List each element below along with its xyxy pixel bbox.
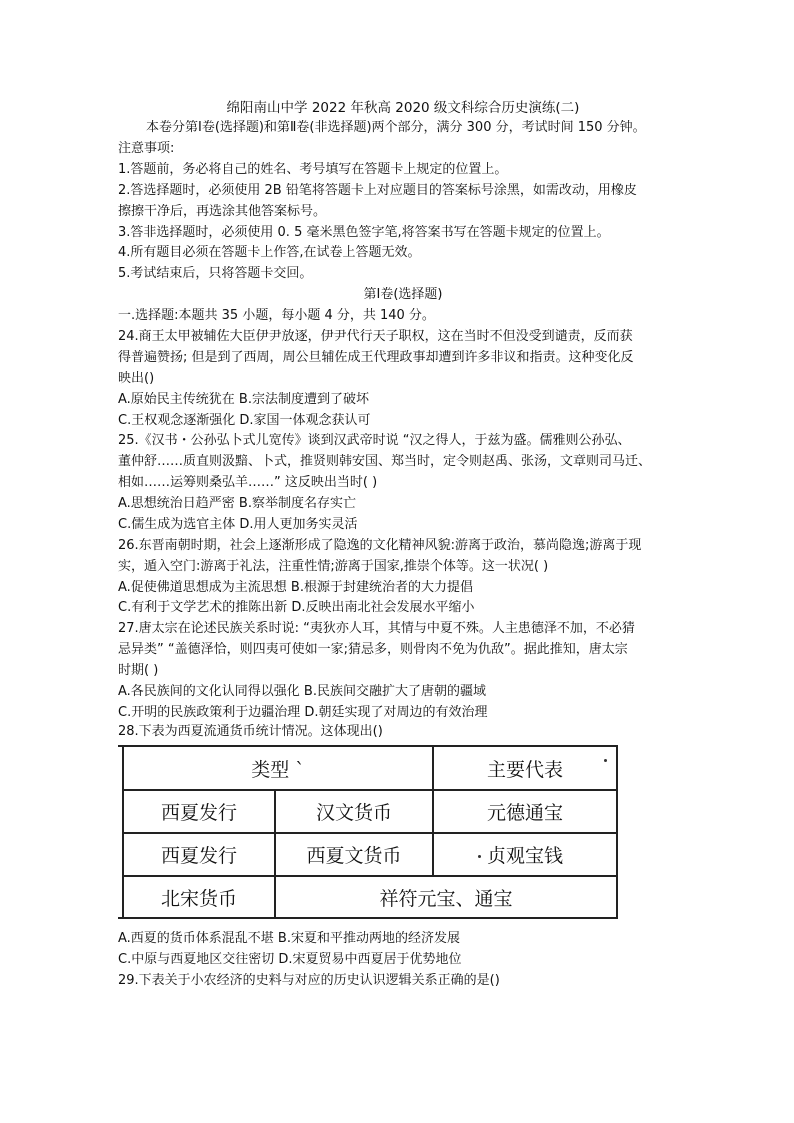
table-cell: 西夏发行 — [160, 845, 237, 867]
question-27-line: 忌异类” “盖德泽恰，则四夷可使如一家;猜忌多，则骨肉不免为仇敌”。据此推知，唐太宗 — [118, 642, 628, 657]
question-28-option: C.中原与西夏地区交往密切 D.宋夏贸易中西夏居于优势地位 — [118, 952, 462, 967]
question-26-option: A.促使佛道思想成为主流思想 B.根源于封建统治者的大力提倡 — [118, 580, 473, 595]
exam-intro: 本卷分第Ⅰ卷(选择题)和第Ⅱ卷(非选择题)两个部分，满分 300 分，考试时间 150 分钟。 — [146, 120, 646, 135]
table-cell: 西夏文货币 — [306, 845, 402, 867]
table-header-representative: 主要代表 — [486, 758, 563, 781]
question-25-option: C.儒生成为选官主体 D.用人更加务实灵活 — [118, 517, 358, 532]
question-25-line: 25.《汉书・公孙弘卜式儿宽传》谈到汉武帝时说 “汉之得人，于兹为盛。儒雅则公孙弘、 — [118, 433, 631, 448]
question-25-option: A.思想统治日趋严密 B.察举制度名存实亡 — [118, 496, 356, 511]
question-25-line: 董仲舒……质直则汲黯、卜式，推贤则韩安国、郑当时，定令则赵禹、张汤，文章则司马迁、 — [118, 454, 652, 469]
question-27-option: A.各民族间的文化认同得以强化 B.民族间交融扩大了唐朝的疆域 — [118, 684, 486, 699]
table-cell: 北宋货币 — [160, 887, 237, 910]
question-27-option: C.开明的民族政策利于边疆治理 D.朝廷实现了对周边的有效治理 — [118, 705, 488, 720]
note-item: 1.答题前，务必将自己的姓名、考号填写在答题卡上规定的位置上。 — [118, 162, 508, 177]
table-cell: 汉文货币 — [315, 802, 392, 824]
question-25-line: 相如……运筹则桑弘羊……” 这反映出当时( ) — [118, 475, 378, 490]
table-cell: 西夏发行 — [160, 802, 237, 824]
scan-speck — [478, 855, 481, 858]
question-24-option: C.王权观念逐渐强化 D.家国一体观念获认可 — [118, 413, 371, 428]
question-24-line: 映出() — [118, 371, 155, 386]
table-header-type: 类型 ` — [251, 758, 305, 781]
note-item: 2.答选择题时，必须使用 2B 铅笔将答题卡上对应题目的答案标号涂黑，如需改动，用橡皮 — [118, 183, 637, 198]
section-title: 第Ⅰ卷(选择题) — [363, 287, 443, 302]
table-cell: 元德通宝 — [486, 802, 563, 824]
note-item: 5.考试结束后，只将答题卡交回。 — [118, 266, 313, 281]
currency-table — [118, 745, 618, 919]
question-27-line: 时期( ) — [118, 663, 159, 678]
question-26-option: C.有利于文学艺术的推陈出新 D.反映出南北社会发展水平缩小 — [118, 600, 475, 615]
question-28-stem: 28.下表为西夏流通货币统计情况。这体现出() — [118, 724, 383, 739]
question-29-stem: 29.下表关于小农经济的史料与对应的历史认识逻辑关系正确的是() — [118, 973, 500, 988]
scan-speck — [604, 759, 607, 762]
question-26-line: 26.东晋南朝时期，社会上逐渐形成了隐逸的文化精神风貌:游离于政治，慕尚隐逸;游离于现 — [118, 538, 642, 553]
question-26-line: 实，遁入空门:游离于礼法，注重性情;游离于国家,推崇个体等。这一状况( ) — [118, 559, 549, 574]
exam-title: 绵阳南山中学 2022 年秋高 2020 级文科综合历史演练(二) — [226, 100, 580, 116]
note-item: 4.所有题目必须在答题卡上作答,在试卷上答题无效。 — [118, 245, 421, 260]
notes-heading: 注意事项: — [118, 141, 175, 156]
table-cell: 祥符元宝、通宝 — [379, 887, 513, 910]
section-instruction: 一.选择题:本题共 35 小题，每小题 4 分，共 140 分。 — [118, 308, 435, 323]
note-item: 3.答非选择题时，必须使用 0. 5 毫米黑色签字笔,将答案书写在答题卡规定的位置上。 — [118, 225, 610, 240]
question-28-option: A.西夏的货币体系混乱不堪 B.宋夏和平推动两地的经济发展 — [118, 931, 460, 946]
question-24-line: 24.商王太甲被辅佐大臣伊尹放逐，伊尹代行天子职权，这在当时不但没受到谴责，反而获 — [118, 329, 633, 344]
question-27-line: 27.唐太宗在论述民族关系时说: “夷狄亦人耳，其情与中夏不殊。人主患德泽不加，不必猜 — [118, 621, 635, 636]
note-item: 擦擦干净后，再选涂其他答案标号。 — [118, 204, 327, 219]
question-24-option: A.原始民主传统犹在 B.宗法制度遭到了破坏 — [118, 392, 369, 407]
question-24-line: 得普遍赞扬; 但是到了西周，周公旦辅佐成王代理政事却遭到许多非议和指责。这种变化反 — [118, 350, 634, 365]
table-cell: 贞观宝钱 — [486, 845, 563, 867]
